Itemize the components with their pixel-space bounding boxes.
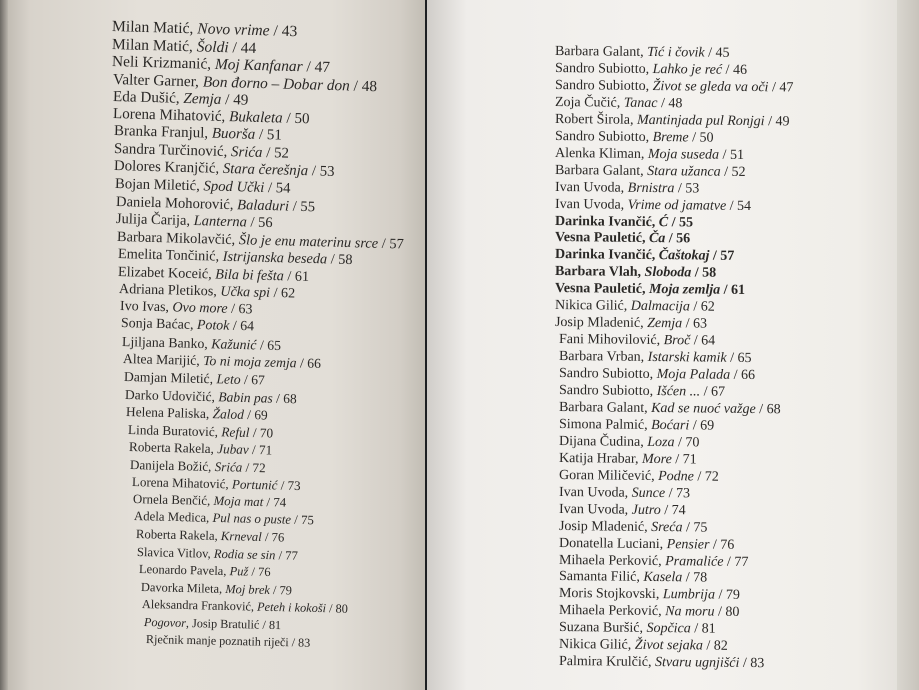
toc-entry-title: Krneval [220,528,262,544]
toc-entry-page: 54 [737,198,752,214]
toc-entry-title: Učka spi [220,283,271,302]
toc-entry-page: 57 [720,249,735,265]
toc-entry: Eda Dušić, Zemja / 49 [112,88,249,109]
toc-entry-author: Danijela Božić [129,456,209,474]
toc-entry-author: Suzana Buršić [558,620,640,637]
toc-entry-page: 74 [273,495,287,510]
toc-entry-author: Milan Matić [111,35,190,55]
toc-entry-page: 49 [775,114,790,130]
toc-entry-page: 47 [779,80,794,96]
toc-entry-page: 77 [285,547,299,563]
toc-entry: Samanta Filić, Kasela / 78 [558,569,708,586]
toc-entry: Moris Stojkovski, Lumbrija / 79 [558,586,740,604]
toc-entry-author: Ivan Uvoda [554,179,621,196]
toc-entry: Barbara Galant, Stara užanca / 52 [554,162,746,180]
toc-entry-author: Bojan Miletić [114,175,197,195]
toc-entry-page: 72 [252,459,266,476]
toc-entry-author: Sandro Subiotto [558,366,650,382]
toc-entry-title: Tić i čovik [647,44,705,61]
toc-entry-title: Moja suseda [647,146,720,163]
toc-entry: Barbara Galant, Tić i čovik / 45 [554,44,730,61]
toc-entry: Ivo Ivas, Ovo more / 63 [119,298,253,318]
toc-entry-title: Život sejaka [634,638,703,654]
toc-entry-page: 69 [700,418,715,434]
right-page [427,0,897,690]
toc-entry-page: 47 [314,58,331,77]
toc-entry-author: Barbara Vlah [554,264,638,281]
toc-entry-title: Jutro [631,502,661,518]
toc-entry: Leonardo Pavela, Puž / 76 [138,562,271,580]
toc-entry: Sandro Subiotto, Išćen ... / 67 [558,383,726,400]
toc-entry-page: 73 [286,478,301,494]
toc-entry: Adela Medica, Pul nas o puste / 75 [134,509,315,528]
toc-entry-title: Rodia se sin [214,546,277,562]
toc-entry-author: Vesna Pauletić [554,281,643,298]
toc-entry-title: Portunić [231,476,278,493]
toc-entry-page: 81 [701,621,716,637]
toc-entry-title: Mantinjada pul Ronjgi [636,112,765,129]
toc-entry: Sandro Subiotto, Moja Palada / 66 [558,366,756,384]
toc-entry-page: 54 [275,180,291,197]
toc-entry-title: Lanterna [193,213,248,231]
toc-entry-title: Bila bi fešta [215,266,285,284]
toc-entry: Ivan Uvoda, Vrime od jamatve / 54 [554,196,752,214]
toc-entry-page: 71 [682,452,697,468]
toc-entry-page: 63 [692,316,708,332]
toc-entry-title: Bon đorno – Dobar don [202,73,350,95]
toc-entry-title: Bukaleta [229,108,284,127]
toc-entry-author: Barbara Galant [558,399,645,416]
toc-entry-page: 76 [257,564,271,580]
toc-entry: Mihaela Perković, Na moru / 80 [558,603,740,621]
toc-entry-author: Moris Stojkovski [558,586,656,603]
toc-entry-author: Mihaela Perković [558,603,659,620]
toc-entry-title: Ovo more [172,300,228,317]
toc-entry-title: Ć [658,214,669,230]
toc-entry-title: Reful [220,423,250,440]
toc-entry-page: 66 [307,356,322,372]
toc-entry: Barbara Vrban, Istarski kamik / 65 [558,349,752,367]
toc-entry-title: To ni moja zemja [203,353,297,371]
toc-entry-page: 76 [720,537,735,553]
toc-entry-page: 57 [389,235,404,253]
toc-entry: Valter Garner, Bon đorno – Dobar don / 48 [112,70,377,95]
toc-entry-title: Moj Kanfanar [215,55,304,76]
toc-entry-author: Josip Bratulić [192,615,260,632]
toc-entry: Linda Buratović, Reful / 70 [127,421,273,441]
toc-entry-author: Sandro Subiotto [554,77,646,94]
toc-entry-author: Barbara Vrban [558,349,641,365]
toc-entry: Daniela Mohorović, Baladuri / 55 [115,193,315,215]
toc-entry-page: 67 [710,384,726,400]
toc-entry-author: Ivo Ivas [119,298,166,315]
book-edge [897,0,919,690]
toc-entry-title: Moja mat [213,493,264,509]
toc-entry: Goran Miličević, Podne / 72 [558,467,719,485]
toc-entry: Alenka Kliman, Moja suseda / 51 [554,145,745,163]
toc-entry-page: 80 [335,601,349,616]
toc-entry: Sandro Subiotto, Život se gleda va oči / 47 [554,77,794,96]
toc-entry-author: Slavica Vitlov [137,544,209,561]
toc-entry-page: 80 [725,605,740,621]
toc-entry-page: 52 [731,164,746,180]
toc-entry-page: 79 [725,588,740,604]
toc-entry: Adriana Pletikos, Učka spi / 62 [119,281,296,302]
toc-entry-page: 53 [685,180,700,197]
toc-entry-author: Elizabet Koceić [118,263,209,283]
toc-entry-author: Sandra Turčinović [113,140,224,160]
toc-entry: Rječnik manje poznatih riječi / 83 [145,632,311,650]
toc-entry-author: Dolores Kranjčić [114,158,217,178]
toc-entry-author: Neli Krizmanić [112,53,208,73]
toc-entry-page: 67 [251,372,266,388]
toc-entry-title: Vrime od jamatve [627,197,727,214]
toc-entry-author: Lorena Mihatović [131,474,226,492]
toc-entry: Barbara Vlah, Sloboda / 58 [554,264,717,282]
toc-entry: Darinka Ivančić, Čaštokaj / 57 [554,247,735,265]
toc-entry-author: Josip Mladenić [554,315,641,332]
toc-entry-page: 71 [258,442,273,458]
toc-entry-title: Moj brek [224,581,270,597]
left-page [0,0,425,690]
toc-entry-author: Vesna Pauletić [554,230,643,247]
toc-entry-title: Sopčica [646,621,691,637]
toc-entry-title: Istarski kamik [647,350,727,366]
toc-entry-title: Srića [214,458,243,475]
toc-entry-title: Buorša [211,125,255,144]
toc-entry: Lorena Mihatović, Portunić / 73 [131,474,301,494]
toc-entry-page: 61 [730,283,746,299]
toc-entry-author: Nikica Gilić [558,637,628,653]
toc-entry-page: 56 [258,214,274,232]
toc-entry-author: Katija Hrabar [558,450,636,467]
toc-entry-page: 50 [699,130,714,146]
toc-entry-author: Eda Dušić [112,88,176,107]
toc-entry-page: 68 [766,402,781,418]
toc-entry-author: Altea Marijić [122,351,197,369]
toc-entry: Lorena Mihatović, Bukaleta / 50 [112,105,310,128]
toc-entry-author: Julija Čarija [116,211,187,229]
toc-entry: Robert Širola, Mantinjada pul Ronjgi / 49 [554,111,790,130]
toc-entry: Ljiljana Banko, Kažunić / 65 [121,333,282,353]
toc-entry-page: 43 [281,22,298,41]
toc-entry-page: 64 [240,319,255,335]
toc-entry: Sandro Subiotto, Lahko je reć / 46 [554,60,748,78]
toc-entry-page: 74 [671,502,686,518]
toc-entry-author: Linda Buratović [127,421,215,439]
toc-entry: Donatella Luciani, Pensier / 76 [558,535,735,553]
toc-entry: Sonja Baćac, Potok / 64 [120,316,255,335]
toc-entry-author: Emelita Tončinić [117,246,216,265]
toc-entry: Altea Marijić, To ni moja zemja / 66 [122,351,322,372]
toc-entry-title: Ča [648,231,666,247]
toc-entry-author: Helena Paliska [126,404,207,422]
toc-entry-author: Goran Miličević [558,467,652,484]
toc-entry-title: Sloboda [644,265,692,281]
toc-entry-author: Sonja Baćac [120,316,191,334]
toc-entry: Julija Čarija, Lanterna / 56 [116,211,274,232]
toc-entry: Helena Paliska, Žalod / 69 [126,404,269,423]
toc-entry-author: Robert Širola [554,111,631,128]
toc-entry: Simona Palmić, Boćari / 69 [558,416,715,434]
toc-entry-author: Ornela Benčić [132,491,208,508]
toc-entry-title: Stvaru ugnjišći [654,655,740,672]
toc-entry-author: Ljiljana Banko [121,333,205,351]
toc-entry-author: Darinka Ivančić [554,247,652,264]
toc-entry-page: 55 [678,214,694,230]
toc-entry: Suzana Buršić, Sopčica / 81 [558,620,716,637]
toc-entry-page: 65 [267,337,282,353]
toc-entry-page: 76 [271,530,285,545]
toc-entry-title: Rječnik manje poznatih riječi [145,632,289,650]
toc-entry-author: Roberta Rakela [128,439,211,457]
toc-entry-author: Ivan Uvoda [554,196,621,213]
toc-entry-author: Dijana Čudina [558,433,641,450]
toc-entry-title: Leto [216,371,241,387]
toc-entry-author: Branka Franjul [113,123,205,142]
toc-entry-page: 55 [299,198,315,215]
toc-entry-title: Istrijanska beseda [222,248,327,268]
toc-entry-page: 78 [693,570,708,586]
toc-entry-page: 75 [693,520,708,536]
toc-entry-page: 58 [337,251,353,269]
toc-entry-page: 68 [283,390,298,406]
toc-entry-page: 51 [266,127,282,144]
toc-entry-author: Fani Mihovilović [558,332,657,349]
toc-entry-page: 64 [701,333,716,349]
toc-entry-title: Podne [658,468,694,485]
toc-entry: Mihaela Perković, Pramaliće / 77 [558,552,749,570]
toc-entry-author: Palmira Krulčić [558,654,649,671]
toc-entry-title: Pensier [666,536,710,553]
toc-entry-title: Zemja [647,316,683,332]
toc-entry-author: Darinka Ivančić [554,213,652,230]
toc-entry-title: Boćari [651,417,690,434]
toc-entry-author: Simona Palmić [558,416,645,433]
toc-entry-title: Na moru [665,604,715,620]
toc-entry-title: Kasela [643,570,683,586]
toc-entry: Ivan Uvoda, Jutro / 74 [558,501,686,518]
toc-entry-title: Babin pas [218,388,274,406]
toc-entry: Pogovor, Josip Bratulić / 81 [144,614,282,632]
toc-entry-title: Pogovor [144,614,187,630]
toc-entry-title: Šlo je enu materinu srce [238,231,379,252]
toc-entry: Neli Krizmanić, Moj Kanfanar / 47 [112,53,331,77]
toc-entry: Barbara Mikolavčić, Šlo je enu materinu srce / 57 [116,228,404,253]
toc-entry-title: Dalmacija [630,299,690,315]
toc-entry-title: Moja zemlja [648,282,721,299]
toc-entry-title: Šoldi [196,37,230,56]
toc-entry-title: Peteh i kokoši [257,599,327,616]
toc-entry-title: Sunce [631,485,666,501]
toc-entry-page: 58 [702,265,717,282]
toc-entry-author: Ivan Uvoda [558,501,625,518]
toc-entry: Josip Mladenić, Zemja / 63 [554,315,708,332]
toc-entry-title: Lumbrija [662,587,716,604]
toc-entry-author: Leonardo Pavela [138,562,224,579]
toc-entry-author: Aleksandra Franković [142,597,252,614]
toc-entry-page: 61 [295,268,310,285]
toc-entry: Dolores Kranjčić, Stara čerešnja / 53 [114,158,336,181]
toc-entry: Damjan Miletić, Leto / 67 [123,369,266,388]
toc-entry: Milan Matić, Šoldi / 44 [111,35,257,57]
toc-entry-page: 83 [750,656,765,672]
toc-entry-author: Damjan Miletić [123,369,210,387]
toc-entry: Zoja Čučić, Tanac / 48 [554,94,683,112]
toc-entry-author: Adriana Pletikos [119,281,214,300]
toc-entry: Palmira Krulčić, Stvaru ugnjišći / 83 [558,654,765,672]
toc-entry-page: 82 [713,638,728,655]
toc-entry: Josip Mladenić, Sreća / 75 [558,518,708,536]
toc-entry: Branka Franjul, Buorša / 51 [113,123,282,144]
toc-entry-author: Valter Garner [112,70,195,90]
toc-entry-author: Sandro Subiotto [554,60,646,77]
toc-entry-title: Pul nas o puste [212,511,292,528]
toc-entry: Barbara Galant, Kad se nuoć važge / 68 [558,399,781,418]
toc-entry-title: Potok [196,318,230,335]
toc-entry-author: Donatella Luciani [558,535,660,552]
toc-entry-title: Broč [663,333,691,349]
toc-entry: Fani Mihovilović, Broč / 64 [558,332,716,349]
toc-entry-page: 53 [319,163,336,181]
toc-entry-page: 65 [737,350,752,367]
toc-entry-author: Lorena Mihatović [112,105,222,125]
toc-entry-title: Loza [647,434,675,451]
toc-entry-author: Nikica Gilić [554,298,624,314]
toc-entry-page: 66 [740,367,756,384]
toc-entry-title: Jubav [216,441,249,458]
toc-entry-title: Puž [229,564,249,579]
toc-entry-page: 63 [238,301,253,318]
toc-entry: Bojan Miletić, Spod Učki / 54 [114,175,291,197]
toc-entry-author: Ivan Uvoda [558,484,625,501]
toc-entry-page: 81 [268,617,282,632]
toc-entry-page: 44 [240,39,257,57]
toc-entry: Ornela Benčić, Moja mat / 74 [132,491,287,510]
toc-entry: Darko Udovičić, Babin pas / 68 [125,386,298,406]
toc-entry-page: 70 [259,424,273,441]
toc-entry-author: Adela Medica [134,509,207,526]
toc-entry: Slavica Vitlov, Rodia se sin / 77 [137,544,299,563]
toc-entry: Sandra Turčinović, Srića / 52 [113,140,290,162]
toc-entry-title: Spod Učki [203,178,265,196]
toc-entry-author: Samanta Filić [558,569,637,586]
toc-entry-author: Sandro Subiotto [554,128,646,145]
toc-entry-author: Roberta Rakela [135,526,215,543]
toc-entry-page: 45 [715,45,730,61]
toc-entry-author: Milan Matić [111,18,190,38]
toc-entry-title: Kad se nuoć važge [651,400,756,417]
toc-entry-author: Josip Mladenić [558,518,645,535]
toc-entry-author: Alenka Kliman [554,145,642,162]
toc-entry-title: Život se gleda va oči [652,78,769,96]
toc-entry-author: Daniela Mohorović [115,193,230,213]
toc-entry-title: Novo vrime [197,20,270,40]
toc-entry-title: Brnistra [627,180,675,196]
toc-entry: Roberta Rakela, Jubav / 71 [128,439,273,458]
toc-entry: Emelita Tončinić, Istrijanska beseda / 58 [117,246,353,269]
toc-entry-title: Baladuri [236,196,289,215]
toc-entry-title: Žalod [212,406,245,422]
toc-entry-page: 52 [273,145,290,162]
toc-entry-title: Stara čerešnja [223,161,309,180]
toc-entry-author: Barbara Galant [554,44,641,60]
toc-entry-title: Stara užanca [647,163,721,180]
toc-entry: Davorka Mileta, Moj brek / 79 [140,579,292,598]
toc-entry-page: 75 [301,513,315,528]
toc-entry-page: 48 [668,96,683,112]
toc-entry: Vesna Pauletić, Moja zemlja / 61 [554,281,746,299]
toc-entry-title: Tanac [623,95,658,111]
toc-entry-title: Sreća [651,519,683,535]
toc-entry: Katija Hrabar, More / 71 [558,450,697,468]
toc-entry: Nikica Gilić, Život sejaka / 82 [558,637,728,655]
toc-entry-page: 51 [729,147,745,163]
toc-entry-title: More [641,451,672,467]
toc-entry: Aleksandra Franković, Peteh i kokoši / 80 [142,597,349,616]
toc-entry-page: 48 [361,77,377,95]
toc-entry-title: Kažunić [211,336,257,353]
toc-entry-author: Barbara Mikolavčić [116,228,232,248]
toc-entry-title: Pramaliće [665,553,724,570]
toc-entry-title: Breme [652,129,689,146]
toc-entry-title: Išćen ... [656,384,701,400]
toc-entry-page: 70 [685,435,700,451]
toc-entry-page: 56 [676,231,691,247]
toc-entry: Vesna Pauletić, Ča / 56 [554,230,691,247]
toc-entry-page: 73 [675,485,691,502]
toc-entry: Danijela Božić, Srića / 72 [129,456,266,476]
toc-entry-page: 46 [732,62,748,78]
toc-entry: Sandro Subiotto, Breme / 50 [554,128,714,146]
toc-entry-page: 69 [254,407,269,423]
toc-entry-page: 49 [232,91,249,109]
toc-entry-author: Barbara Galant [554,162,641,179]
toc-entry: Roberta Rakela, Krneval / 76 [135,526,285,545]
toc-entry: Darinka Ivančić, Ć / 55 [554,213,694,230]
toc-entry-page: 83 [297,635,311,650]
toc-entry-author: Sandro Subiotto [558,383,650,399]
toc-entry-title: Lahko je reć [652,61,723,78]
toc-entry-page: 50 [294,110,310,128]
toc-entry-title: Zemja [183,90,222,109]
toc-entry-author: Darko Udovičić [125,386,212,404]
toc-entry-title: Moja Palada [656,367,731,383]
toc-entry-page: 77 [734,554,749,570]
toc-entry: Elizabet Koceić, Bila bi fešta / 61 [118,263,310,285]
toc-entry-author: Zoja Čučić [554,94,617,111]
toc-entry-author: Mihaela Perković [558,552,659,569]
toc-entry-title: Čaštokaj [658,248,710,265]
toc-entry: Ivan Uvoda, Brnistra / 53 [554,179,700,197]
toc-entry-page: 62 [700,299,715,315]
toc-entry: Ivan Uvoda, Sunce / 73 [558,484,691,502]
toc-entry: Dijana Čudina, Loza / 70 [558,433,700,451]
toc-entry-page: 62 [281,285,296,302]
toc-entry: Milan Matić, Novo vrime / 43 [111,18,298,41]
toc-entry-author: Davorka Mileta [140,579,219,596]
toc-entry-page: 79 [279,582,292,598]
toc-entry-title: Srića [230,143,263,161]
toc-entry: Nikica Gilić, Dalmacija / 62 [554,298,715,315]
toc-entry-page: 72 [704,469,719,485]
page-shadow [0,0,8,690]
